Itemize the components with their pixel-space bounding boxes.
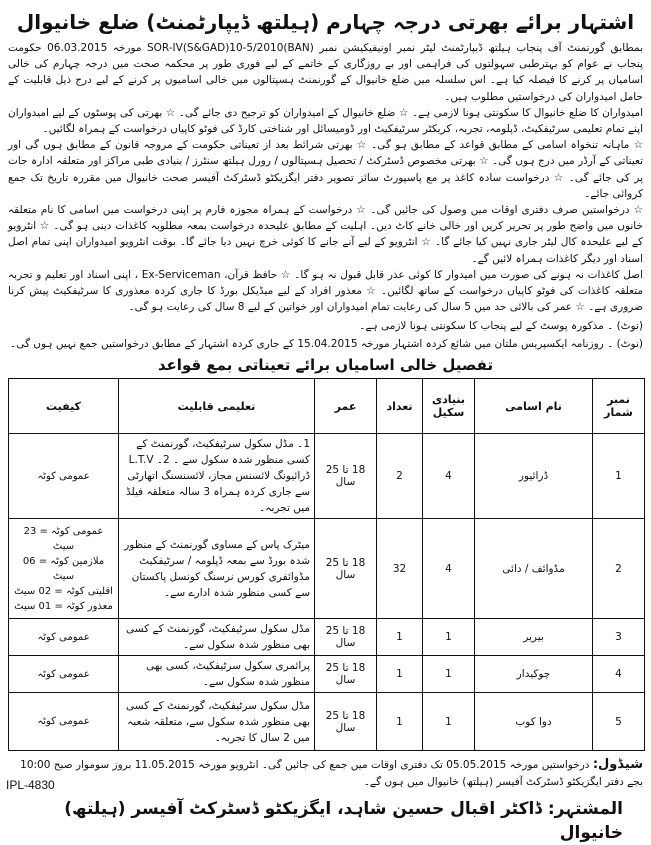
schedule-block [8,756,643,791]
cell-qualification: مڈل سکول سرٹیفکیٹ، گورنمنٹ کے کسی بھی منظور شدہ سکول سے، متعلقہ شعبہ میں 2 سال کا تجربہ۔ [119,693,315,751]
cell-remarks [9,434,119,519]
cell-age: 18 تا 25 سال [315,656,377,693]
header-post: نام اسامی [475,379,593,434]
cell-post: دوا کوب [475,693,593,751]
cell-post: ڈرائیور [475,434,593,519]
ad-paragraph: امیدواران کا ضلع خانیوال کا سکونتی ہونا لازمی ہے۔ ☆ ضلع خانیوال کے امیدواران کو ترجیح دی جائے گی۔ ☆ بھرتی کی پوسٹوں کے لیے امیدواران اپنے تمام تعلیمی سرٹیفکیٹ، ڈپلومہ، تجربہ، کریکٹر سرٹیفکیٹ اور ڈومیسائل اور شناختی کارڈ کی فوٹو کاپیاں درخواست کے ہمراہ لگائیں۔ [8,106,643,136]
remark-line: اقلیتی کوٹہ = 02 سیٹ [14,585,113,597]
cell-age: 18 تا 25 سال [315,619,377,656]
ad-notes [8,317,643,353]
cell-post: بیریر [475,619,593,656]
cell-qualification: 1۔ مڈل سکول سرٹیفکیٹ، گورنمنٹ کے کسی منظور شدہ سکول سے ۔ 2۔ L.T.V ڈرائیونگ لائسنس مجاز، لائسنسنگ اتھارٹی سے جاری کردہ ہمراہ 3 سالہ متعلقہ فیلڈ میں تجربہ۔ [119,434,315,519]
note-line: (نوٹ) ۔ مذکورہ پوسٹ کے لیے پنجاب کا سکونتی ہونا لازمی ہے۔ [359,320,643,333]
cell-age: 18 تا 25 سال [315,693,377,751]
header-count: تعداد [377,379,423,434]
cell-serial: 1 [593,434,645,519]
cell-scale: 4 [423,434,475,519]
advertiser-block [8,797,643,845]
header-remarks: کیفیت [9,379,119,434]
remark-line: عمومی کوٹہ [37,631,90,643]
remark-line: معذور کوٹہ = 01 سیٹ [14,600,113,612]
table-row [9,619,645,656]
advertiser-name: ڈاکٹر اقبال حسین شاہد، ایگزیکٹو ڈسٹرکٹ آفیسر (ہیلتھ) خانیوال [64,799,623,844]
cell-scale: 1 [423,693,475,751]
ad-paragraph: اصل کاغذات نہ ہونے کی صورت میں امیدوار کا کوئی عذر قابل قبول نہ ہو گا۔ ☆ حافظ قرآن، Ex-Serviceman ، اپنی اسناد اور تعلیم و تجربہ متعلقہ کاغذات کی فوٹو کاپیاں درخواست کے ساتھ لگائیں۔ ☆ معذور افراد کے لیے میڈیکل بورڈ کا جاری کردہ معذوری کا سرٹیفکیٹ پیش کرنا ضروری ہے۔ ☆ عمر کی بالائی حد میں 5 سال کی رعایت تمام امیدواران اور خواتین کے لیے 8 سال کی رعایت ہو گی۔ [8,268,643,314]
table-row [9,656,645,693]
ad-paragraph: ☆ درخواستیں صرف دفتری اوقات میں وصول کی جائیں گی۔ ☆ درخواست کے ہمراہ مجوزہ فارم پر اپنی درخواست میں اسامی کا نام متعلقہ خانوں میں واضح طور پر تحریر کریں اور خالی خانے کاٹ دیں۔ اہلیت کے مطابق علیحدہ درخواست بمعہ مطلوبہ کاغذات دینی ہو گی۔ ☆ انٹرویو کے لیے علیحدہ کال لیٹر جاری نہیں کیا جائے گا۔ ☆ انٹرویو کے لیے آنے جانے کا کوئی خرچ نہیں دیا جائے گا۔ بوقت انٹرویو امیدواران اپنی تمام اصل اسناد اور دیگر کاغذات ہمراہ لائیں گے۔ [8,204,643,265]
cell-remarks [9,619,119,656]
cell-count: 1 [377,693,423,751]
table-header-row [9,379,645,434]
ad-body [8,40,643,315]
table-row [9,519,645,619]
remark-line: عمومی کوٹہ [37,716,90,728]
vacancies-table [8,378,645,751]
cell-qualification: پرائمری سکول سرٹیفکیٹ، کسی بھی منظور شدہ سکول سے۔ [119,656,315,693]
cell-post: چوکیدار [475,656,593,693]
schedule-text: درخواستیں مورخہ 05.05.2015 تک دفتری اوقات میں جمع کی جائیں گی۔ انٹرویو مورخہ 11.05.2015 بروز سوموار صبح 10:00 بجے دفتر ایگزیکٹو ڈسٹرکٹ آفیسر (ہیلتھ) خانیوال میں ہوں گے۔ [20,759,643,789]
cell-count: 2 [377,434,423,519]
cell-serial: 5 [593,693,645,751]
ad-paragraph: بمطابق گورنمنٹ آف پنجاب ہیلتھ ڈیپارٹمنٹ لیٹر نمبر اونیفیکیشن نمبر SOR-IV(S&GAD)10-5/2010(BAN) مورخہ 06.03.2015 حکومت پنجاب نے عوام کو بہترطبی سہولتوں کی فراہمی اور بے روزگاری کے خاتمے کے لیے فوری طور پر محکمہ صحت میں درجہ چہارم کی خالی اسامیاں پر کرنے کا فیصلہ کیا ہے۔ اس سلسلہ میں ضلع خانیوال کے گورنمنٹ ہسپتالوں میں خالی اسامیوں پر کرنے کے لیے درج ذیل قابلیت کے حامل امیدواران کی درخواستیں مطلوب ہیں۔ [8,42,643,103]
advertiser-label: المشتہر: [547,799,623,820]
table-title: تفصیل خالی اسامیاں برائے تعیناتی بمع قواعد [157,356,494,375]
ad-paragraph: ☆ ماہانہ تنخواہ اسامی کے مطابق قواعد کے مطابق ہو گی۔ ☆ بھرتی شرائط بعد از تعیناتی حکومت کے مروجہ قانون کے مطابق ہوں گی اور تعیناتی کے آرڈر میں درج ہوں گی۔ ☆ بھرتی مخصوص ڈسٹرکٹ / تحصیل ہسپتالوں / رورل ہیلتھ سنٹرز / بنیادی طبی مراکز اور متعلقہ ادارہ جات پر کی جائے گی۔ ☆ درخواست سادہ کاغذ پر مع پاسپورٹ سائز تصویر دفتر ایگزیکٹو ڈسٹرکٹ آفیسر صحت خانیوال میں مقررہ تاریخ تک جمع کروائی جائے۔ [8,139,643,200]
note-line: (نوٹ) ۔ روزنامہ ایکسپریس ملتان میں شائع کردہ اشتہار مورخہ 15.04.2015 کے جاری کردہ اشتہار کے مطابق درخواستیں جمع نہیں ہوں گی۔ [10,338,643,351]
header-scale: بنیادی سکیل [423,379,475,434]
cell-serial: 4 [593,656,645,693]
cell-remarks [9,519,119,619]
header-serial: نمبر شمار [593,379,645,434]
remark-line: عمومی کوٹہ [37,668,90,680]
remark-line: عمومی کوٹہ = 23 سیٹ [23,525,104,552]
cell-count: 1 [377,656,423,693]
cell-scale: 1 [423,619,475,656]
cell-count: 1 [377,619,423,656]
cell-serial: 3 [593,619,645,656]
table-row [9,693,645,751]
cell-remarks [9,656,119,693]
cell-remarks [9,693,119,751]
cell-scale: 1 [423,656,475,693]
table-row [9,434,645,519]
schedule-label: شیڈول: [592,757,643,773]
cell-scale: 4 [423,519,475,619]
cell-qualification: مڈل سکول سرٹیفکیٹ، گورنمنٹ کے کسی بھی منظور شدہ سکول سے۔ [119,619,315,656]
ipl-code: IPL-4830 [6,778,55,792]
header-age: عمر [315,379,377,434]
cell-age: 18 تا 25 سال [315,434,377,519]
cell-serial: 2 [593,519,645,619]
remark-line: عمومی کوٹہ [37,470,90,482]
ad-title: اشتہار برائے بھرتی درجہ چہارم (ہیلتھ ڈیپارٹمنٹ) ضلع خانیوال [16,10,635,34]
header-qualification: تعلیمی قابلیت [119,379,315,434]
cell-count: 32 [377,519,423,619]
cell-age: 18 تا 25 سال [315,519,377,619]
cell-post: مڈوائف / دائی [475,519,593,619]
remark-line: ملازمین کوٹہ = 06 سیٹ [22,555,105,582]
cell-qualification: میٹرک پاس کے مساوی گورنمنٹ کے منظور شدہ بورڈ سے بمعہ ڈپلومہ / سرٹیفکیٹ مڈوائفری کورس نرسنگ کونسل پاکستان سے کسی منظور شدہ ادارے سے۔ [119,519,315,619]
